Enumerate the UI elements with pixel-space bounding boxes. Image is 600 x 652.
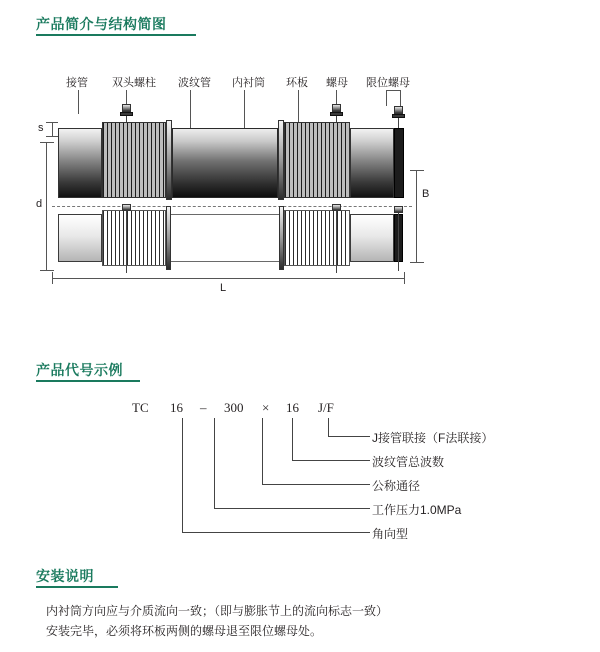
section-underline-install [36,586,118,588]
code-token-dash: – [200,400,207,415]
lead-line-7-h [386,90,400,91]
lower-stud-left [122,204,131,211]
section-title-structure: 产品简介与结构简图 [36,16,167,32]
lead-line-1 [78,90,79,114]
lower-bellows-right [284,210,350,266]
code-desc-pressure: 工作压力1.0MPa [372,503,462,517]
lower-bellows-left [102,210,166,266]
dim-d-top [40,142,54,143]
dim-L-right-tick [404,272,405,284]
stud-right [332,104,341,112]
pipe-right [350,128,394,198]
lower-rod-left [126,211,127,273]
dim-d-line [46,142,47,270]
code-runner-series [182,532,370,533]
code-token-waves: 16 [286,400,299,415]
lower-rod-right [336,211,337,273]
code-runner-pressure [214,508,370,509]
bellows-left [102,122,166,198]
dim-label-d: d [36,198,43,210]
dim-B-line [416,170,417,262]
pipe-left [58,128,102,198]
liner-body [172,128,278,198]
dim-s-top [46,122,58,123]
bellows-right [284,122,350,198]
lower-pipe-left [58,214,102,262]
lead-line-7 [386,90,387,106]
dim-B-top [410,170,424,171]
callout-label-bellows: 波纹管 [178,77,211,89]
code-runner-waves [292,460,370,461]
lead-line-3 [190,90,191,128]
code-tick-pressure [214,418,215,508]
code-token-times: × [262,400,270,415]
code-desc-series: 角向型 [372,527,409,541]
section-underline-code [36,380,140,382]
dim-d-bottom [40,270,54,271]
callout-label-nut: 螺母 [326,77,348,89]
code-token-pressure: 16 [170,400,183,415]
callout-label-ring-plate: 环板 [286,77,308,89]
code-desc-connection: J接管联接（F法联接） [372,431,494,445]
product-code-example [36,400,536,541]
callout-label-liner: 内衬筒 [232,77,265,89]
code-token-diameter: 300 [224,400,244,415]
code-token-series: TC [132,400,149,415]
flange-right [394,128,404,198]
lead-line-5 [298,90,299,124]
install-note-1: 内衬筒方向应与介质流向一致；（即与膨胀节上的流向标志一致） [46,604,389,618]
lower-stud-limit [394,206,403,213]
code-tick-connection [328,418,329,436]
tie-rod-limit [398,118,399,128]
callout-label-inlet-pipe: 接管 [66,77,88,89]
code-token-connection: J/F [318,400,334,415]
section-title-install: 安装说明 [36,568,94,584]
centerline [52,206,412,207]
code-tick-diameter [262,418,263,484]
structure-diagram [36,66,472,296]
limit-nut-part [394,106,403,114]
dim-label-s: s [38,122,44,134]
callout-label-limit-nut: 限位螺母 [366,77,410,89]
code-tick-waves [292,418,293,460]
lower-pipe-right [350,214,394,262]
dim-s-tick [52,122,53,136]
dim-label-B: B [422,188,430,200]
dim-s-bottom [46,136,58,137]
section-title-code: 产品代号示例 [36,362,123,378]
lower-stud-right [332,204,341,211]
dim-B-bottom [410,262,424,263]
code-runner-connection [328,436,370,437]
code-tick-series [182,418,183,532]
code-desc-diameter: 公称通径 [372,479,421,493]
section-underline-structure [36,34,196,36]
code-desc-waves: 波纹管总波数 [372,455,445,469]
stud-left [122,104,131,112]
lower-rod-limit [398,213,399,271]
dim-label-L: L [220,282,227,294]
callout-label-double-end-stud: 双头螺柱 [112,77,156,89]
code-runner-diameter [262,484,370,485]
lower-liner-body [171,214,279,262]
install-note-2: 安装完毕，必须将环板两侧的螺母退至限位螺母处。 [46,624,323,638]
dim-L-line [52,278,404,279]
dim-L-left-tick [52,272,53,284]
